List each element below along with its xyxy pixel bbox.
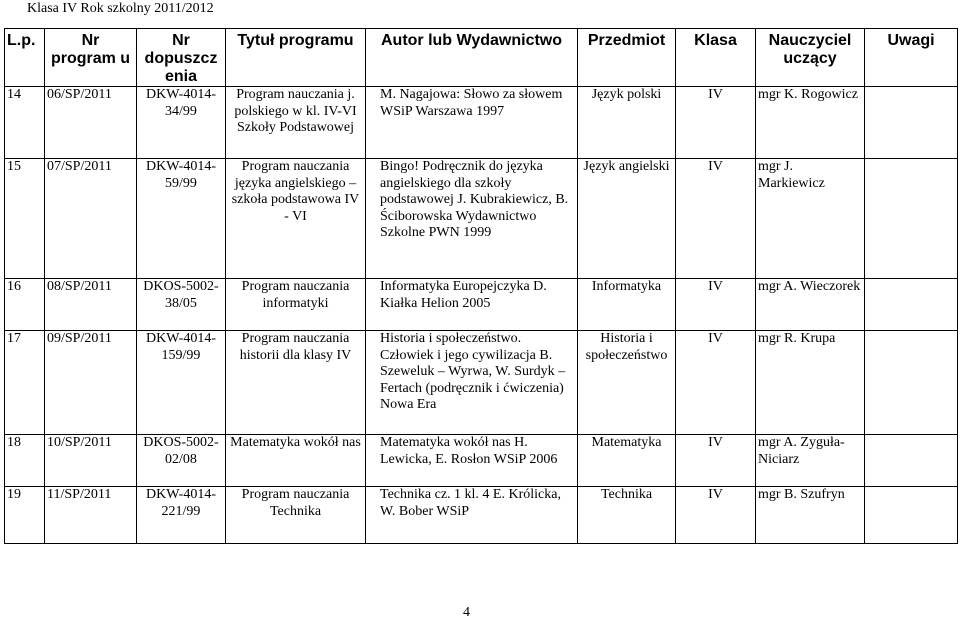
cell-teacher: mgr A. Zyguła-Niciarz xyxy=(756,435,865,487)
header-notes: Uwagi xyxy=(865,29,958,87)
cell-lp: 14 xyxy=(5,87,45,159)
cell-subject: Technika xyxy=(578,487,676,544)
cell-title: Program nauczania Technika xyxy=(226,487,366,544)
cell-notes xyxy=(865,87,958,159)
cell-subject: Język polski xyxy=(578,87,676,159)
cell-notes xyxy=(865,487,958,544)
cell-notes xyxy=(865,435,958,487)
cell-author: Historia i społeczeństwo. Człowiek i jego cywilizacja B. Szeweluk – Wyrwa, W. Surdyk – Fertach (podręcznik i ćwiczenia) Nowa Era xyxy=(366,331,578,435)
header-lp: L.p. xyxy=(5,29,45,87)
header-author: Autor lub Wydawnictwo xyxy=(366,29,578,87)
header-teacher: Nauczyciel uczący xyxy=(756,29,865,87)
cell-program-nr: 06/SP/2011 xyxy=(45,87,137,159)
cell-lp: 16 xyxy=(5,279,45,331)
cell-dopuszczenia-nr: DKOS-5002-02/08 xyxy=(137,435,226,487)
table-row xyxy=(5,159,958,279)
cell-dopuszczenia-nr: DKW-4014-34/99 xyxy=(137,87,226,159)
page-number: 4 xyxy=(463,605,470,620)
cell-program-nr: 11/SP/2011 xyxy=(45,487,137,544)
cell-subject: Matematyka xyxy=(578,435,676,487)
cell-program-nr: 09/SP/2011 xyxy=(45,331,137,435)
cell-teacher: mgr K. Rogowicz xyxy=(756,87,865,159)
cell-subject: Informatyka xyxy=(578,279,676,331)
cell-teacher: mgr B. Szufryn xyxy=(756,487,865,544)
table-row xyxy=(5,487,958,544)
table-row xyxy=(5,279,958,331)
cell-notes xyxy=(865,279,958,331)
cell-dopuszczenia-nr: DKOS-5002-38/05 xyxy=(137,279,226,331)
cell-dopuszczenia-nr: DKW-4014-159/99 xyxy=(137,331,226,435)
header-subject: Przedmiot xyxy=(578,29,676,87)
cell-class: IV xyxy=(676,87,756,159)
cell-author: Matematyka wokół nas H. Lewicka, E. Rosłon WSiP 2006 xyxy=(366,435,578,487)
cell-lp: 19 xyxy=(5,487,45,544)
table-row xyxy=(5,331,958,435)
cell-class: IV xyxy=(676,279,756,331)
cell-title: Program nauczania j. polskiego w kl. IV-VI Szkoły Podstawowej xyxy=(226,87,366,159)
cell-author: Bingo! Podręcznik do języka angielskiego dla szkoły podstawowej J. Kubrakiewicz, B. Ściborowska Wydawnictwo Szkolne PWN 1999 xyxy=(366,159,578,279)
cell-teacher: mgr R. Krupa xyxy=(756,331,865,435)
cell-program-nr: 07/SP/2011 xyxy=(45,159,137,279)
cell-author: Informatyka Europejczyka D. Kiałka Helion 2005 xyxy=(366,279,578,331)
cell-title: Program nauczania historii dla klasy IV xyxy=(226,331,366,435)
cell-dopuszczenia-nr: DKW-4014-221/99 xyxy=(137,487,226,544)
cell-program-nr: 08/SP/2011 xyxy=(45,279,137,331)
cell-subject: Historia i społeczeństwo xyxy=(578,331,676,435)
table-row xyxy=(5,87,958,159)
programs-table xyxy=(4,28,958,544)
cell-title: Program nauczania informatyki xyxy=(226,279,366,331)
header-program-nr: Nr program u xyxy=(45,29,137,87)
table-row xyxy=(5,435,958,487)
cell-notes xyxy=(865,159,958,279)
cell-class: IV xyxy=(676,331,756,435)
cell-teacher: mgr J. Markiewicz xyxy=(756,159,865,279)
cell-program-nr: 10/SP/2011 xyxy=(45,435,137,487)
cell-author: Technika cz. 1 kl. 4 E. Królicka, W. Bober WSiP xyxy=(366,487,578,544)
cell-subject: Język angielski xyxy=(578,159,676,279)
cell-title: Matematyka wokół nas xyxy=(226,435,366,487)
cell-lp: 18 xyxy=(5,435,45,487)
header-dopuszczenia-nr: Nr dopuszcz enia xyxy=(137,29,226,87)
cell-notes xyxy=(865,331,958,435)
cell-lp: 15 xyxy=(5,159,45,279)
cell-class: IV xyxy=(676,159,756,279)
header-title: Tytuł programu xyxy=(226,29,366,87)
cell-class: IV xyxy=(676,487,756,544)
cell-lp: 17 xyxy=(5,331,45,435)
cell-author: M. Nagajowa: Słowo za słowem WSiP Warszawa 1997 xyxy=(366,87,578,159)
cell-dopuszczenia-nr: DKW-4014-59/99 xyxy=(137,159,226,279)
header-class: Klasa xyxy=(676,29,756,87)
cell-teacher: mgr A. Wieczorek xyxy=(756,279,865,331)
page-header: Klasa IV Rok szkolny 2011/2012 xyxy=(27,1,214,16)
cell-class: IV xyxy=(676,435,756,487)
cell-title: Program nauczania języka angielskiego – szkoła podstawowa IV - VI xyxy=(226,159,366,279)
header-row xyxy=(5,29,958,87)
